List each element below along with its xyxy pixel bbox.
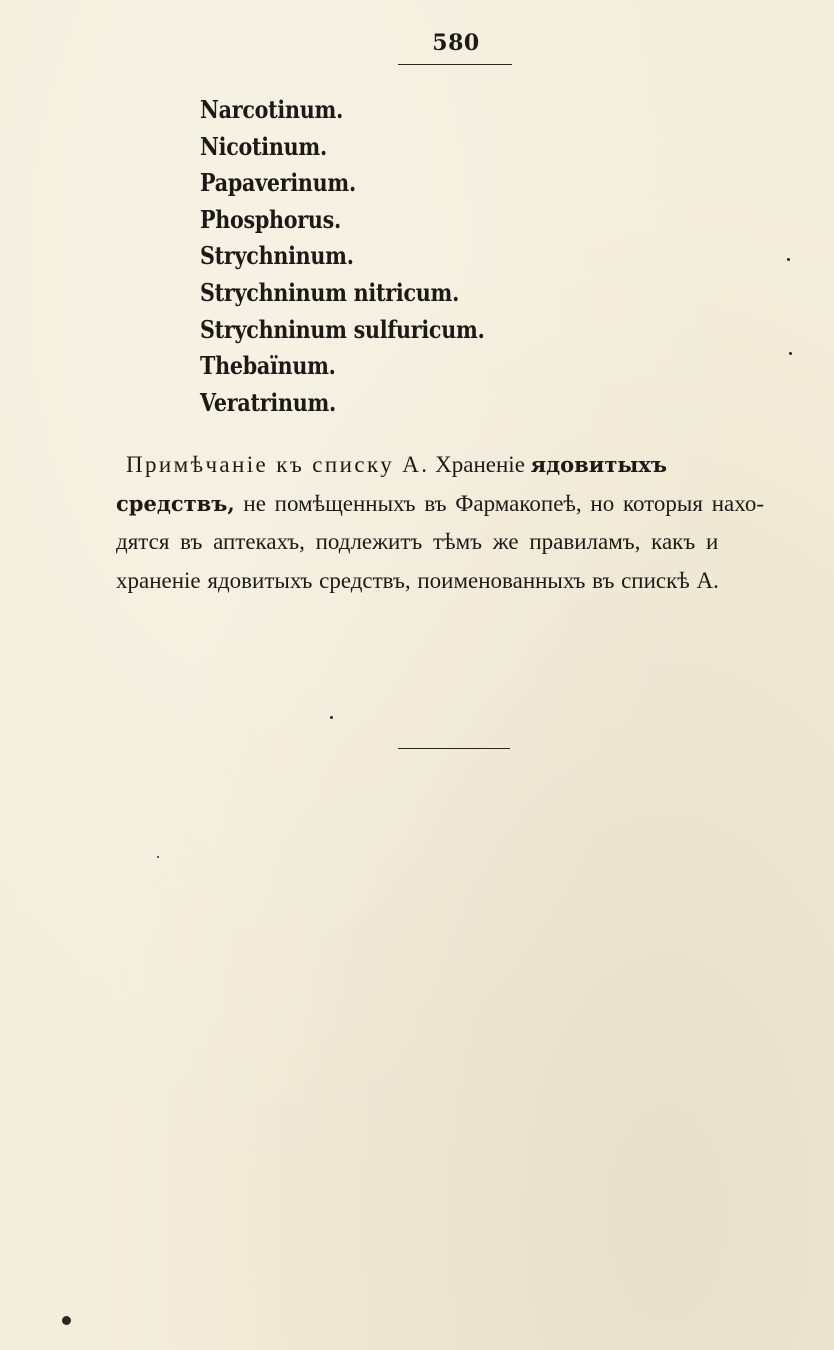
page-number: 580 bbox=[432, 30, 480, 56]
end-rule bbox=[398, 748, 510, 749]
note-title: Примѣчаніе къ списку А. bbox=[126, 452, 430, 477]
note-bold-term-1: ядовитыхъ bbox=[530, 452, 668, 477]
note-line-2-text: не помѣщенныхъ въ Фармакопеѣ, но которыя нахо- bbox=[243, 490, 764, 516]
list-item: Strychninum. bbox=[200, 241, 354, 271]
header-rule bbox=[398, 64, 512, 65]
list-item: Strychninum sulfuricum. bbox=[200, 314, 485, 344]
note-line-2 bbox=[116, 485, 824, 524]
list-item: Phosphorus. bbox=[200, 204, 341, 234]
drug-list bbox=[200, 92, 531, 421]
ink-speck bbox=[157, 856, 159, 858]
ink-speck bbox=[62, 1316, 71, 1325]
list-item: Nicotinum. bbox=[200, 131, 327, 161]
list-item: Strychninum nitricum. bbox=[200, 277, 460, 307]
list-item: Narcotinum. bbox=[200, 95, 344, 124]
ink-speck bbox=[330, 716, 333, 719]
ink-speck bbox=[787, 258, 790, 261]
list-item: Thebaïnum. bbox=[200, 351, 336, 381]
list-item: Veratrinum. bbox=[200, 387, 336, 417]
list-item: Papaverinum. bbox=[200, 168, 356, 198]
note-paragraph bbox=[116, 446, 824, 600]
note-line-4: храненіе ядовитыхъ средствъ, поименованныхъ въ спискѣ А. bbox=[116, 567, 719, 593]
note-line-3: дятся въ аптекахъ, подлежитъ тѣмъ же правиламъ, какъ и bbox=[116, 529, 719, 555]
ink-speck bbox=[789, 352, 792, 355]
note-intro: Храненіе bbox=[435, 452, 525, 477]
note-line-1 bbox=[126, 446, 824, 485]
note-bold-term-2: средствъ, bbox=[116, 490, 235, 516]
